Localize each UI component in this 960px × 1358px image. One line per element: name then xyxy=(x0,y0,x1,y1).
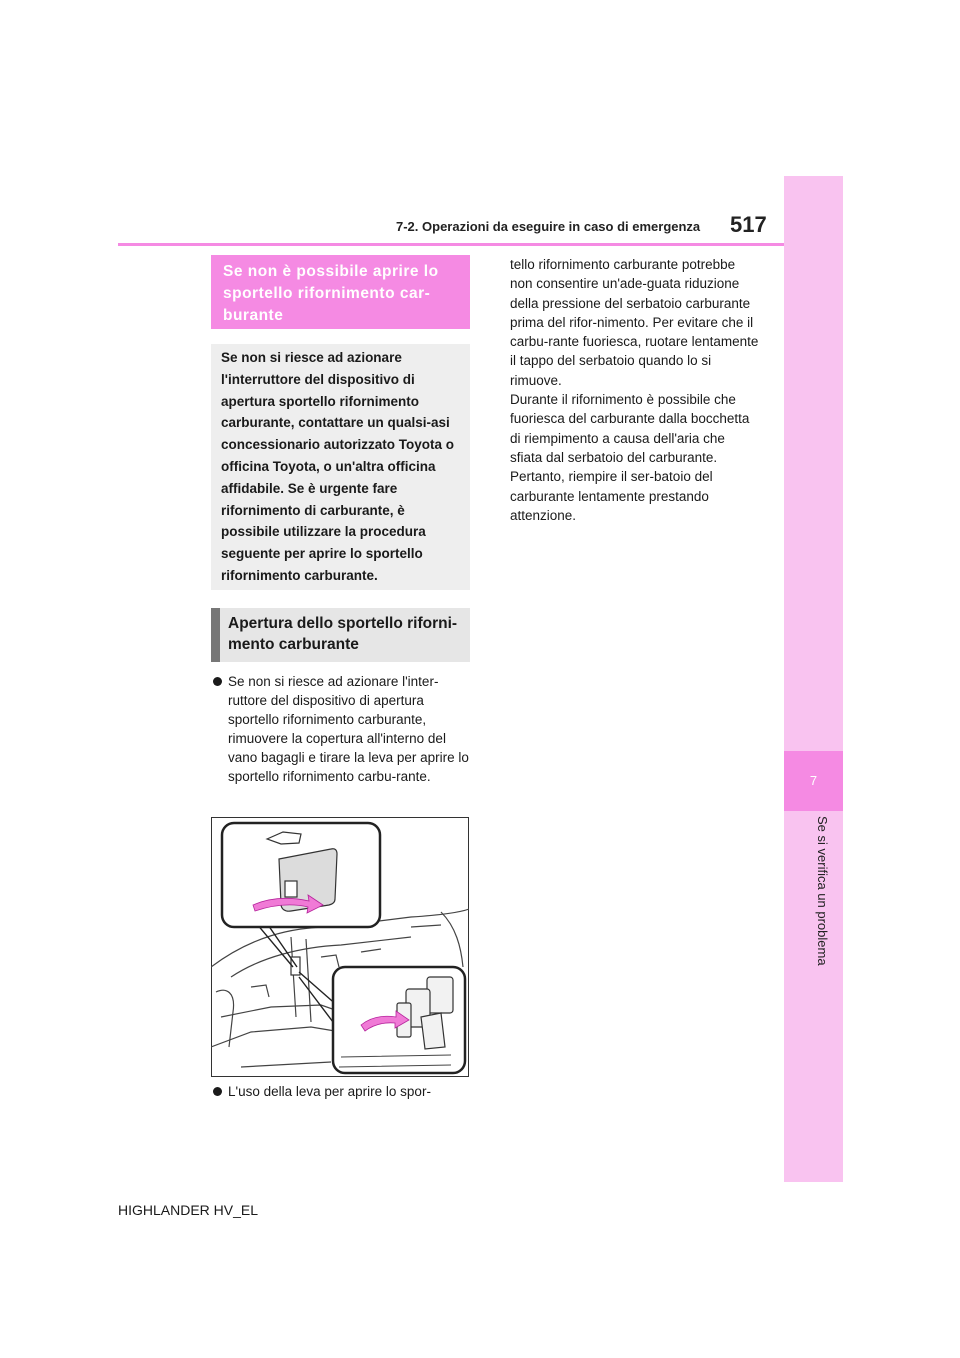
page-number: 517 xyxy=(730,212,767,237)
info-box: Se non si riesce ad azionare l'interruttore del dispositivo di apertura sportello rifornimento carburante, contattare un qualsi-asi concessionario autorizzato Toyota o officina Toyota, o un'altra officina affidabile. Se è urgente fare rifornimento di carburante, è possibile utilizzare la procedura seguente per aprire lo sportello rifornimento carburante. xyxy=(211,344,470,590)
right-column xyxy=(510,255,760,525)
bullet-icon xyxy=(213,1087,222,1096)
figure-luggage-lever xyxy=(211,817,469,1077)
subheading-opening: Apertura dello sportello riforni-mento carburante xyxy=(211,608,470,662)
bullet-text: L'uso della leva per aprire lo spor- xyxy=(228,1084,431,1099)
header-rule xyxy=(118,243,784,246)
bullet-item xyxy=(211,1082,473,1101)
chapter-title: Se si verifica un problema xyxy=(815,816,830,966)
section-title: 7-2. Operazioni da eseguire in caso di emergenza xyxy=(396,219,701,234)
footer-model: HIGHLANDER HV_EL xyxy=(118,1202,259,1218)
side-tab xyxy=(784,176,843,1182)
bullet-icon xyxy=(213,677,222,686)
paragraph: Durante il rifornimento è possibile che fuoriesca del carburante dalla bocchetta di riempimento a causa dell'aria che sfiata dal serbatoio del carburante. Pertanto, riempire il ser-batoio del carburante lentamente prestando attenzione. xyxy=(510,392,750,523)
chapter-number: 7 xyxy=(784,751,843,811)
paragraph: tello rifornimento carburante potrebbe non consentire un'ade-guata riduzione della pressione del serbatoio carburante prima del rifor-nimento. Per evitare che il carbu-rante fuoriesca, ruotare lentamente il tappo del serbatoio quando lo si rimuove. xyxy=(510,257,759,388)
bullet-text: Se non si riesce ad azionare l'inter-ruttore del dispositivo di apertura sportello rifornimento carburante, rimuovere la copertura all'interno del vano bagagli e tirare la leva per aprire lo sportello rifornimento carbu-rante. xyxy=(228,674,469,784)
heading-fuel-door: Se non è possibile aprire lo sportello rifornimento car-burante xyxy=(211,255,470,329)
bullet-item xyxy=(211,672,473,786)
